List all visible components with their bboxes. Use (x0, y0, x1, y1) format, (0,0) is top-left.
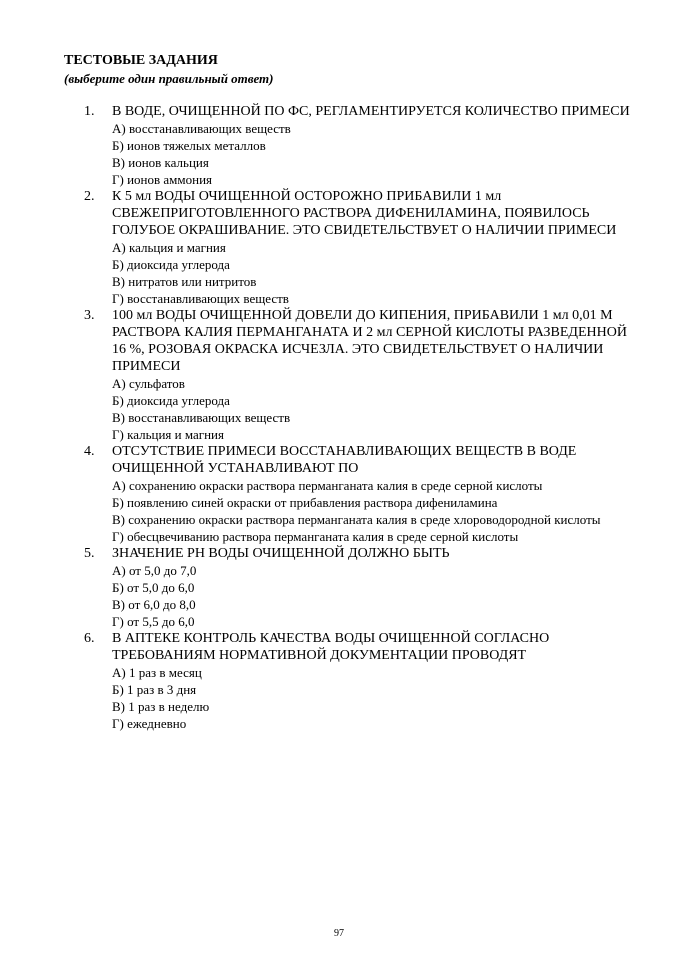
question-number: 6. (84, 631, 95, 646)
answer-option[interactable]: В) сохранению окраски раствора перманганата калия в среде хлороводородной кислоты (112, 512, 601, 527)
question-item (84, 443, 644, 545)
answer-option[interactable]: В) нитратов или нитритов (112, 274, 257, 289)
question-text: 100 мл ВОДЫ ОЧИЩЕННОЙ ДОВЕЛИ ДО КИПЕНИЯ, ПРИБАВИЛИ 1 мл 0,01 М РАСТВОРА КАЛИЯ ПЕРМАНГАНАТА И 2 мл СЕРНОЙ КИСЛОТЫ РАЗВЕДЕННОЙ 16 %, РОЗОВАЯ ОКРАСКА ИСЧЕЗЛА. ЭТО СВИДЕТЕЛЬСТВУЕТ О НАЛИЧИИ ПРИМЕСИ (112, 308, 627, 374)
answer-list (112, 562, 644, 630)
question-text: ЗНАЧЕНИЕ РН ВОДЫ ОЧИЩЕННОЙ ДОЛЖНО БЫТЬ (112, 546, 450, 561)
question-text: В ВОДЕ, ОЧИЩЕННОЙ ПО ФС, РЕГЛАМЕНТИРУЕТСЯ КОЛИЧЕСТВО ПРИМЕСИ (112, 104, 630, 119)
question-text: К 5 мл ВОДЫ ОЧИЩЕННОЙ ОСТОРОЖНО ПРИБАВИЛИ 1 мл СВЕЖЕПРИГОТОВЛЕННОГО РАСТВОРА ДИФЕНИЛАМИНА, ПОЯВИЛОСЬ ГОЛУБОЕ ОКРАШИВАНИЕ. ЭТО СВИДЕТЕЛЬСТВУЕТ О НАЛИЧИИ ПРИМЕСИ (112, 189, 617, 238)
answer-option[interactable]: Б) появлению синей окраски от прибавления раствора дифениламина (112, 495, 498, 510)
answer-option[interactable]: Б) ионов тяжелых металлов (112, 138, 266, 153)
answer-option[interactable]: Г) восстанавливающих веществ (112, 291, 289, 306)
answer-option[interactable]: Б) диоксида углерода (112, 257, 230, 272)
page-header (64, 52, 273, 88)
answer-option[interactable]: А) сульфатов (112, 376, 185, 391)
answer-list (112, 120, 644, 188)
question-number: 3. (84, 308, 95, 323)
question-item (84, 630, 644, 732)
question-number: 2. (84, 189, 95, 204)
answer-option[interactable]: А) от 5,0 до 7,0 (112, 563, 197, 578)
answer-list (112, 239, 644, 307)
answer-option[interactable]: Г) от 5,5 до 6,0 (112, 614, 195, 629)
question-item (84, 307, 644, 443)
answer-option[interactable]: Г) обесцвечиванию раствора перманганата калия в среде серной кислоты (112, 529, 519, 544)
answer-option[interactable]: Б) от 5,0 до 6,0 (112, 580, 195, 595)
question-item (84, 103, 644, 188)
question-text: ОТСУТСТВИЕ ПРИМЕСИ ВОССТАНАВЛИВАЮЩИХ ВЕЩЕСТВ В ВОДЕ ОЧИЩЕННОЙ УСТАНАВЛИВАЮТ ПО (112, 444, 577, 476)
answer-list (112, 375, 644, 443)
page-number: 97 (334, 928, 344, 939)
answer-list (112, 664, 644, 732)
answer-option[interactable]: А) 1 раз в месяц (112, 665, 202, 680)
question-item (84, 545, 644, 630)
answer-option[interactable]: В) восстанавливающих веществ (112, 410, 291, 425)
question-number: 5. (84, 546, 95, 561)
question-number: 4. (84, 444, 95, 459)
answer-option[interactable]: А) кальция и магния (112, 240, 226, 255)
question-text: В АПТЕКЕ КОНТРОЛЬ КАЧЕСТВА ВОДЫ ОЧИЩЕННОЙ СОГЛАСНО ТРЕБОВАНИЯМ НОРМАТИВНОЙ ДОКУМЕНТАЦИИ ПРОВОДЯТ (112, 631, 550, 663)
answer-option[interactable]: В) 1 раз в неделю (112, 699, 210, 714)
answer-option[interactable]: Г) кальция и магния (112, 427, 224, 442)
answer-option[interactable]: А) сохранению окраски раствора перманганата калия в среде серной кислоты (112, 478, 543, 493)
question-item (84, 188, 644, 307)
page-title: ТЕСТОВЫЕ ЗАДАНИЯ (64, 53, 218, 68)
answer-option[interactable]: Г) ионов аммония (112, 172, 213, 187)
answer-option[interactable]: В) от 6,0 до 8,0 (112, 597, 196, 612)
question-list (84, 103, 644, 732)
answer-list (112, 477, 644, 545)
answer-option[interactable]: Г) ежедневно (112, 716, 187, 731)
question-number: 1. (84, 104, 95, 119)
page-subtitle: (выберите один правильный ответ) (64, 71, 274, 86)
answer-option[interactable]: В) ионов кальция (112, 155, 209, 170)
answer-option[interactable]: А) восстанавливающих веществ (112, 121, 291, 136)
answer-option[interactable]: Б) диоксида углерода (112, 393, 230, 408)
answer-option[interactable]: Б) 1 раз в 3 дня (112, 682, 197, 697)
